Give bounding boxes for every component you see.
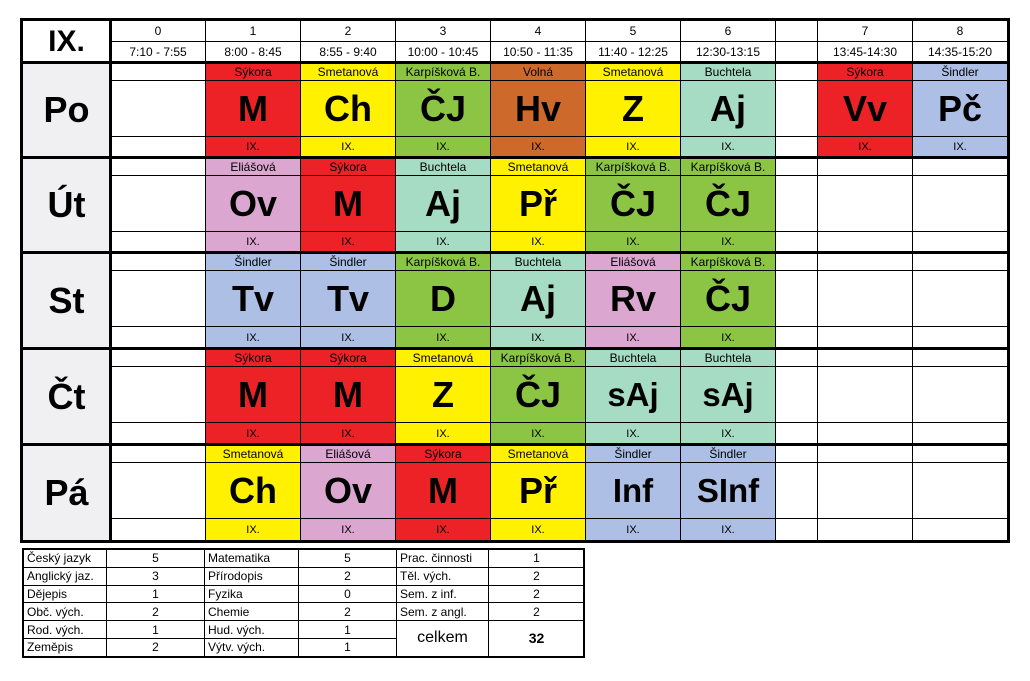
empty-slot <box>817 518 913 541</box>
empty-slot <box>110 252 206 271</box>
empty-slot <box>817 157 913 176</box>
lesson-subject: Z <box>585 80 681 137</box>
empty-slot <box>775 136 818 158</box>
empty-slot <box>817 444 913 463</box>
empty-slot <box>110 444 206 463</box>
empty-slot <box>110 422 206 445</box>
empty-slot <box>817 252 913 271</box>
empty-slot <box>775 80 818 137</box>
empty-slot <box>110 326 206 349</box>
lesson-teacher: Šindler <box>585 444 681 463</box>
lesson-subject: ČJ <box>585 175 681 232</box>
subject-name: Matematika <box>205 550 299 568</box>
empty-slot <box>817 462 913 519</box>
lesson-subject: Př <box>490 175 586 232</box>
lesson-class: IX. <box>300 326 396 349</box>
lesson-subject: sAj <box>585 366 681 423</box>
empty-slot <box>775 157 818 176</box>
subject-name: Sem. z angl. <box>397 603 489 621</box>
lesson-teacher: Sýkora <box>395 444 491 463</box>
empty-slot <box>912 231 1008 253</box>
lesson-class: IX. <box>395 326 491 349</box>
lesson-subject: ČJ <box>395 80 491 137</box>
lesson-teacher: Smetanová <box>490 157 586 176</box>
lesson-subject: Ov <box>205 175 301 232</box>
subject-name: Zeměpis <box>24 639 107 657</box>
weekly-hours: 2 <box>299 603 397 621</box>
lesson-class: IX. <box>585 422 681 445</box>
period-time <box>775 41 818 63</box>
empty-slot <box>817 348 913 367</box>
class-label: IX. <box>22 20 111 63</box>
lesson-class: IX. <box>205 422 301 445</box>
empty-slot <box>110 348 206 367</box>
period-number <box>775 20 818 42</box>
empty-slot <box>817 175 913 232</box>
lesson-teacher: Sýkora <box>205 62 301 81</box>
lesson-class: IX. <box>205 231 301 253</box>
lesson-teacher: Sýkora <box>300 348 396 367</box>
lesson-subject: ČJ <box>680 270 776 327</box>
weekly-hours: 2 <box>299 568 397 586</box>
lesson-teacher: Karpíšková B. <box>585 157 681 176</box>
lesson-class: IX. <box>300 136 396 158</box>
lesson-teacher: Sýkora <box>205 348 301 367</box>
empty-slot <box>775 518 818 541</box>
period-number: 7 <box>817 20 913 42</box>
empty-slot <box>775 422 818 445</box>
weekly-hours: 2 <box>489 568 585 586</box>
lesson-teacher: Sýkora <box>300 157 396 176</box>
empty-slot <box>110 518 206 541</box>
lesson-subject: Aj <box>680 80 776 137</box>
empty-slot <box>912 422 1008 445</box>
empty-slot <box>912 157 1008 176</box>
weekly-hours: 1 <box>489 550 585 568</box>
empty-slot <box>912 175 1008 232</box>
lesson-class: IX. <box>490 326 586 349</box>
lesson-class: IX. <box>300 518 396 541</box>
empty-slot <box>775 366 818 423</box>
lesson-teacher: Karpíšková B. <box>395 252 491 271</box>
lesson-subject: Inf <box>585 462 681 519</box>
empty-slot <box>110 157 206 176</box>
lesson-class: IX. <box>395 422 491 445</box>
empty-slot <box>817 326 913 349</box>
period-number: 8 <box>912 20 1008 42</box>
lesson-teacher: Buchtela <box>680 62 776 81</box>
day-label: St <box>22 252 111 349</box>
lesson-subject: D <box>395 270 491 327</box>
subject-name: Hud. vých. <box>205 621 299 639</box>
lesson-subject: Aj <box>395 175 491 232</box>
weekly-hours: 5 <box>107 550 205 568</box>
empty-slot <box>110 462 206 519</box>
empty-slot <box>110 366 206 423</box>
empty-slot <box>912 366 1008 423</box>
weekly-hours: 0 <box>299 586 397 604</box>
period-time: 11:40 - 12:25 <box>585 41 681 63</box>
empty-slot <box>775 62 818 81</box>
lesson-class: IX. <box>490 231 586 253</box>
empty-slot <box>775 462 818 519</box>
weekly-hours: 1 <box>299 621 397 639</box>
lesson-class: IX. <box>395 231 491 253</box>
subject-name: Dějepis <box>24 586 107 604</box>
lesson-teacher: Karpíšková B. <box>680 252 776 271</box>
weekly-hours: 3 <box>107 568 205 586</box>
lesson-class: IX. <box>912 136 1008 158</box>
period-time: 7:10 - 7:55 <box>110 41 206 63</box>
lesson-class: IX. <box>205 518 301 541</box>
lesson-class: IX. <box>490 136 586 158</box>
lesson-teacher: Buchtela <box>490 252 586 271</box>
empty-slot <box>912 348 1008 367</box>
empty-slot <box>110 175 206 232</box>
weekly-hours: 1 <box>107 586 205 604</box>
empty-slot <box>110 136 206 158</box>
lesson-subject: ČJ <box>680 175 776 232</box>
subject-name: Rod. vých. <box>24 621 107 639</box>
lesson-subject: Pč <box>912 80 1008 137</box>
lesson-teacher: Šindler <box>912 62 1008 81</box>
empty-slot <box>110 80 206 137</box>
lesson-subject: Tv <box>300 270 396 327</box>
day-separator <box>20 443 1010 446</box>
period-number: 6 <box>680 20 776 42</box>
empty-slot <box>110 231 206 253</box>
hours-summary-table <box>22 548 585 658</box>
day-label: Pá <box>22 444 111 541</box>
lesson-subject: Z <box>395 366 491 423</box>
lesson-teacher: Šindler <box>680 444 776 463</box>
empty-slot <box>912 326 1008 349</box>
lesson-teacher: Buchtela <box>395 157 491 176</box>
subject-name: Anglický jaz. <box>24 568 107 586</box>
lesson-teacher: Smetanová <box>585 62 681 81</box>
lesson-subject: Aj <box>490 270 586 327</box>
lesson-subject: Hv <box>490 80 586 137</box>
empty-slot <box>110 62 206 81</box>
lesson-subject: Rv <box>585 270 681 327</box>
weekly-hours: 1 <box>107 621 205 639</box>
subject-name: Český jazyk <box>24 550 107 568</box>
lesson-subject: M <box>395 462 491 519</box>
lesson-subject: Př <box>490 462 586 519</box>
lesson-class: IX. <box>680 231 776 253</box>
lesson-class: IX. <box>205 326 301 349</box>
period-time: 14:35-15:20 <box>912 41 1008 63</box>
lesson-teacher: Volná <box>490 62 586 81</box>
empty-slot <box>912 270 1008 327</box>
weekly-hours: 2 <box>489 586 585 604</box>
lesson-subject: Vv <box>817 80 913 137</box>
total-value: 32 <box>489 621 585 657</box>
empty-slot <box>912 252 1008 271</box>
lesson-teacher: Karpíšková B. <box>490 348 586 367</box>
period-time: 10:00 - 10:45 <box>395 41 491 63</box>
day-label: Út <box>22 157 111 253</box>
lesson-subject: M <box>300 175 396 232</box>
lesson-class: IX. <box>585 136 681 158</box>
subject-name: Přírodopis <box>205 568 299 586</box>
lesson-teacher: Smetanová <box>395 348 491 367</box>
day-separator <box>20 156 1010 159</box>
period-number: 1 <box>205 20 301 42</box>
lesson-class: IX. <box>680 326 776 349</box>
lesson-subject: Tv <box>205 270 301 327</box>
empty-slot <box>817 270 913 327</box>
lesson-teacher: Smetanová <box>300 62 396 81</box>
subject-name: Sem. z inf. <box>397 586 489 604</box>
subject-name: Chemie <box>205 603 299 621</box>
lesson-class: IX. <box>300 422 396 445</box>
subject-name: Fyzika <box>205 586 299 604</box>
lesson-teacher: Buchtela <box>680 348 776 367</box>
weekly-hours: 2 <box>107 639 205 657</box>
lesson-class: IX. <box>680 136 776 158</box>
empty-slot <box>110 270 206 327</box>
period-time: 13:45-14:30 <box>817 41 913 63</box>
period-time: 10:50 - 11:35 <box>490 41 586 63</box>
lesson-subject: M <box>205 80 301 137</box>
day-column-separator <box>109 18 112 543</box>
day-separator <box>20 347 1010 350</box>
lesson-teacher: Smetanová <box>490 444 586 463</box>
empty-slot <box>817 366 913 423</box>
subject-name: Výtv. vých. <box>205 639 299 657</box>
empty-slot <box>912 444 1008 463</box>
lesson-class: IX. <box>585 231 681 253</box>
lesson-subject: Ch <box>205 462 301 519</box>
subject-name: Obč. vých. <box>24 603 107 621</box>
lesson-class: IX. <box>490 422 586 445</box>
weekly-hours: 5 <box>299 550 397 568</box>
lesson-teacher: Šindler <box>300 252 396 271</box>
period-number: 3 <box>395 20 491 42</box>
lesson-subject: ČJ <box>490 366 586 423</box>
lesson-class: IX. <box>300 231 396 253</box>
empty-slot <box>775 444 818 463</box>
lesson-class: IX. <box>680 422 776 445</box>
period-number: 5 <box>585 20 681 42</box>
empty-slot <box>817 422 913 445</box>
lesson-class: IX. <box>490 518 586 541</box>
lesson-class: IX. <box>680 518 776 541</box>
day-separator <box>20 251 1010 254</box>
empty-slot <box>775 348 818 367</box>
empty-slot <box>912 462 1008 519</box>
period-number: 2 <box>300 20 396 42</box>
lesson-subject: sAj <box>680 366 776 423</box>
lesson-teacher: Smetanová <box>205 444 301 463</box>
subject-name: Prac. činnosti <box>397 550 489 568</box>
empty-slot <box>775 231 818 253</box>
lesson-subject: Ch <box>300 80 396 137</box>
empty-slot <box>775 326 818 349</box>
lesson-subject: Ov <box>300 462 396 519</box>
lesson-subject: M <box>205 366 301 423</box>
weekly-hours: 2 <box>489 603 585 621</box>
lesson-teacher: Karpíšková B. <box>395 62 491 81</box>
period-time: 8:00 - 8:45 <box>205 41 301 63</box>
lesson-class: IX. <box>585 518 681 541</box>
lesson-teacher: Karpíšková B. <box>680 157 776 176</box>
lesson-teacher: Eliášová <box>205 157 301 176</box>
lesson-teacher: Eliášová <box>585 252 681 271</box>
weekly-hours: 2 <box>107 603 205 621</box>
empty-slot <box>775 270 818 327</box>
period-time: 12:30-13:15 <box>680 41 776 63</box>
weekly-hours: 1 <box>299 639 397 657</box>
lesson-class: IX. <box>395 518 491 541</box>
lesson-class: IX. <box>585 326 681 349</box>
lesson-subject: SInf <box>680 462 776 519</box>
lesson-class: IX. <box>395 136 491 158</box>
lesson-teacher: Buchtela <box>585 348 681 367</box>
header-separator <box>20 61 1010 64</box>
empty-slot <box>775 252 818 271</box>
period-number: 4 <box>490 20 586 42</box>
lesson-teacher: Eliášová <box>300 444 396 463</box>
empty-slot <box>912 518 1008 541</box>
subject-name: Těl. vých. <box>397 568 489 586</box>
period-number: 0 <box>110 20 206 42</box>
lesson-class: IX. <box>817 136 913 158</box>
lesson-teacher: Šindler <box>205 252 301 271</box>
period-time: 8:55 - 9:40 <box>300 41 396 63</box>
lesson-class: IX. <box>205 136 301 158</box>
empty-slot <box>775 175 818 232</box>
empty-slot <box>817 231 913 253</box>
total-label: celkem <box>397 621 489 657</box>
lesson-subject: M <box>300 366 396 423</box>
day-label: Čt <box>22 348 111 445</box>
day-label: Po <box>22 62 111 158</box>
lesson-teacher: Sýkora <box>817 62 913 81</box>
